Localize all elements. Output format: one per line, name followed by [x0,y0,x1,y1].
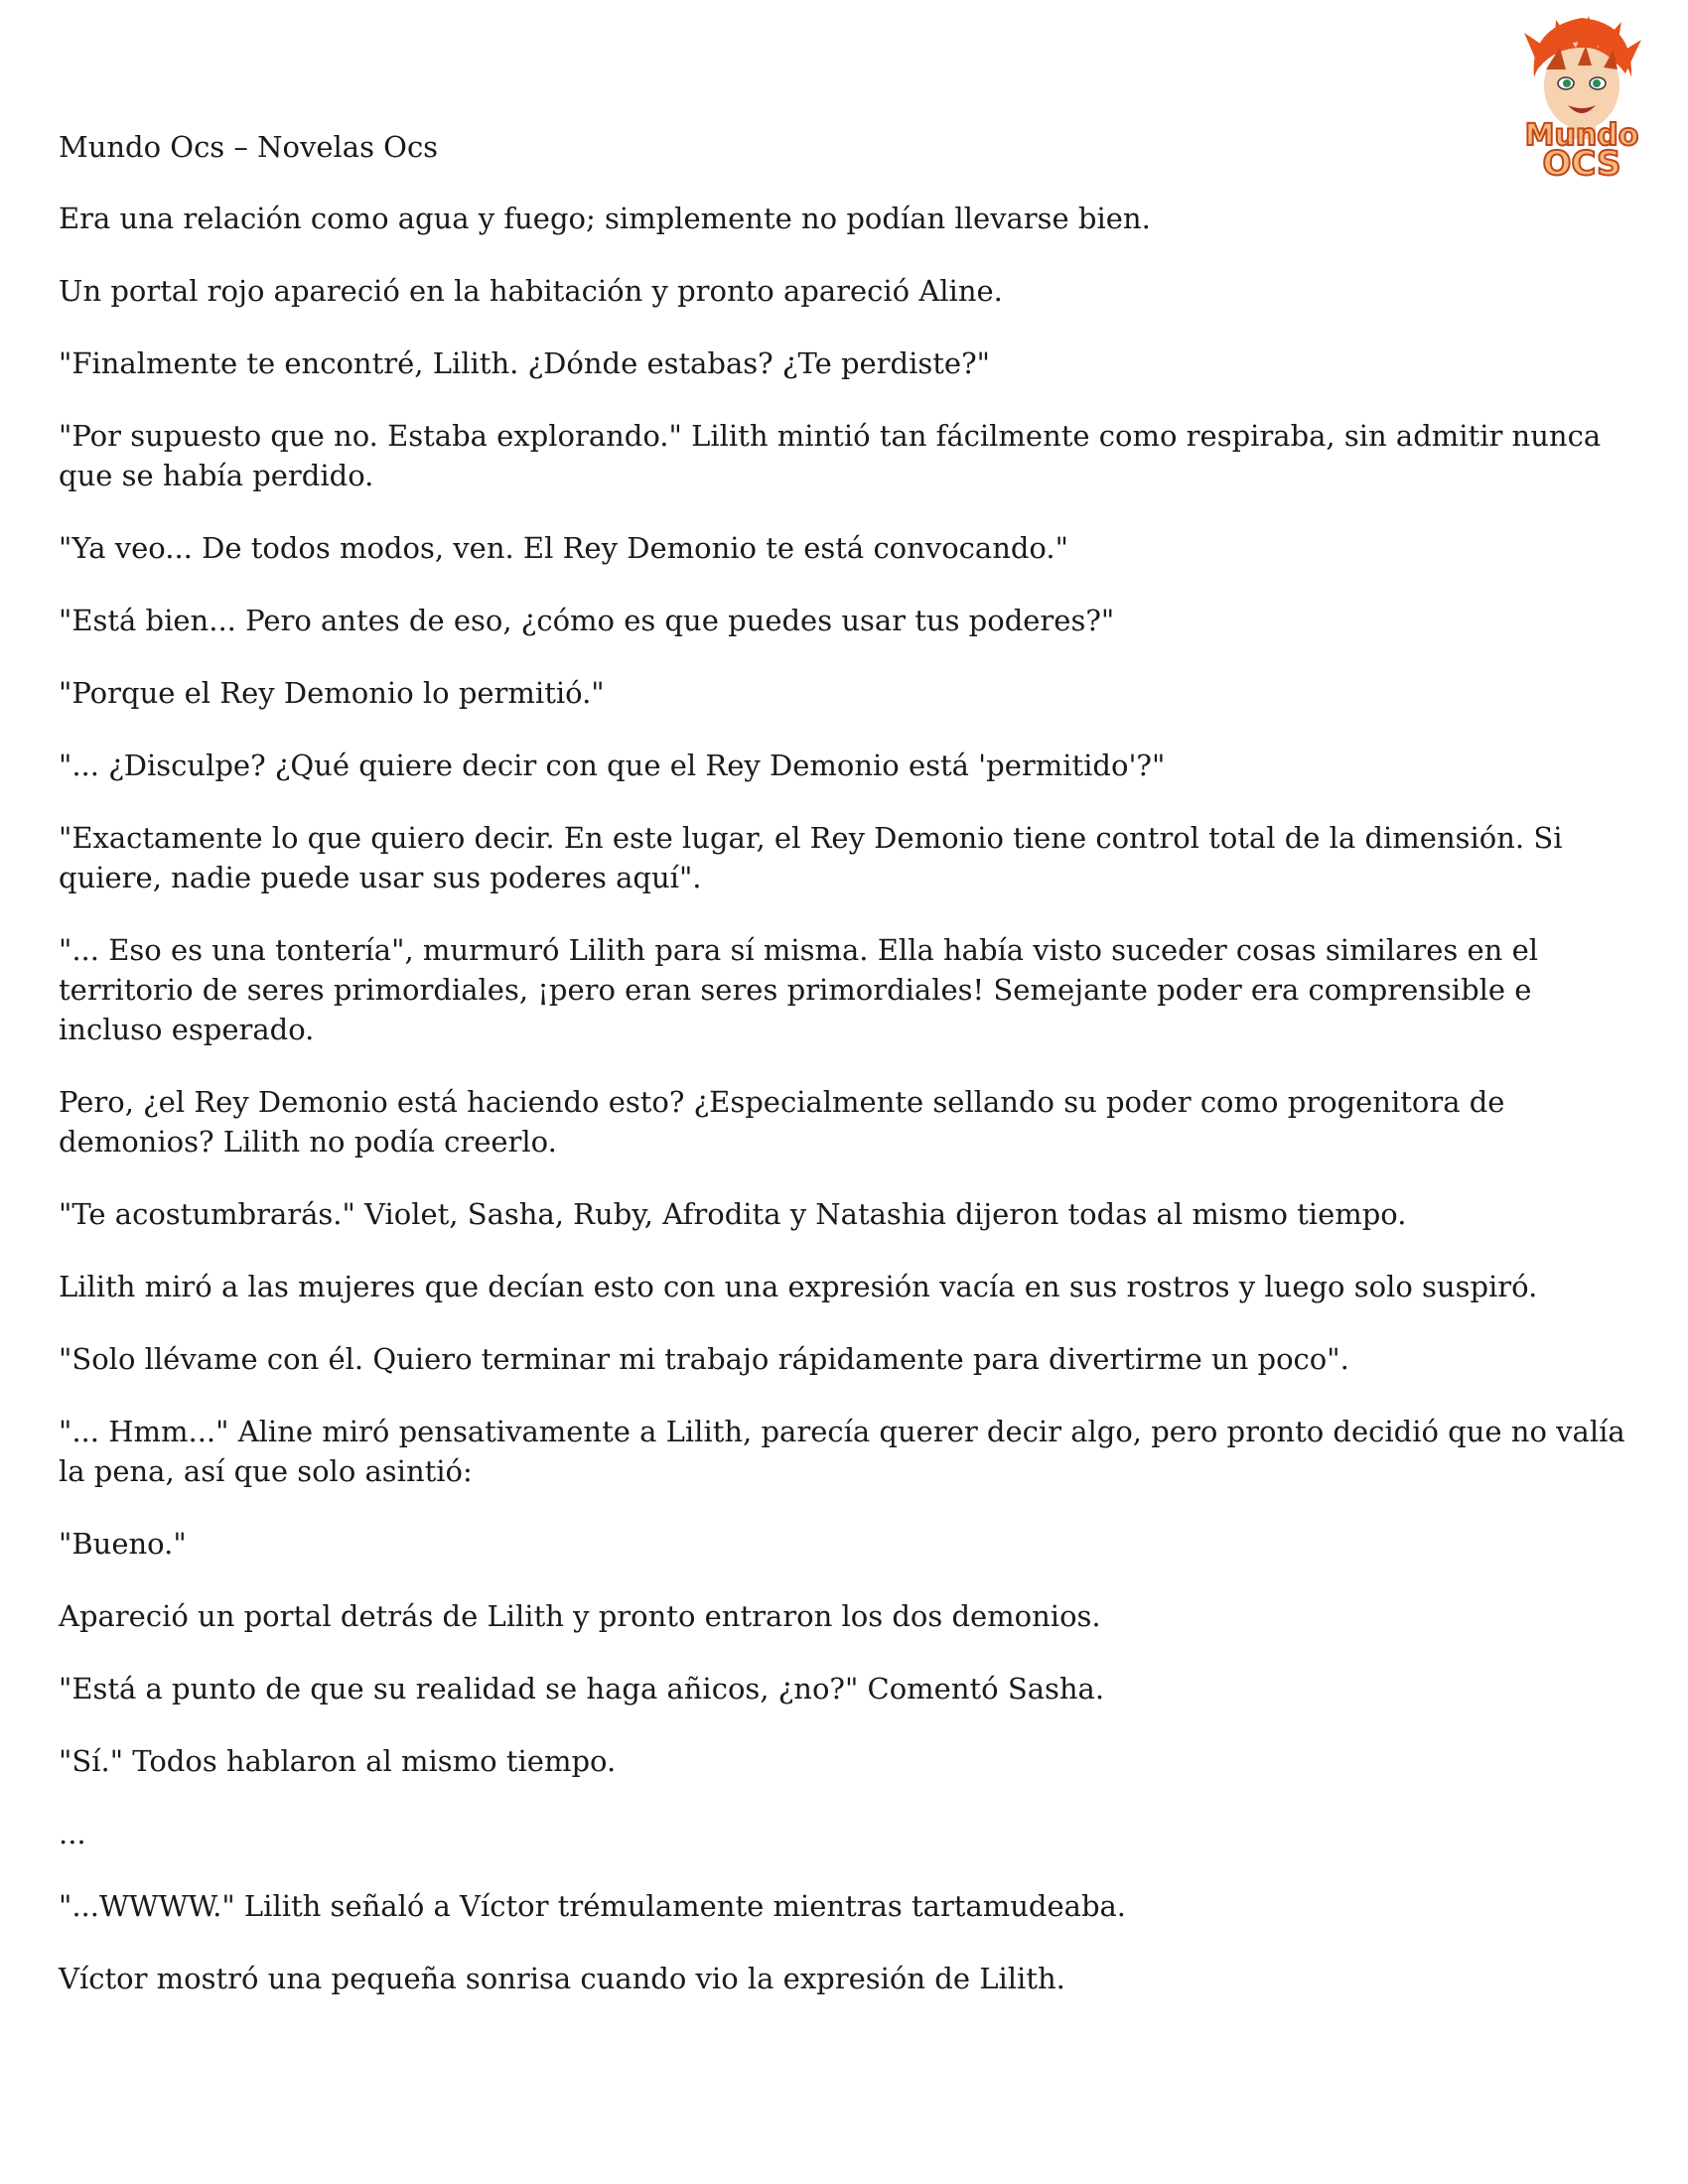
paragraph-4: "Por supuesto que no. Estaba explorando." Lilith mintió tan fácilmente como respiraba, sin admitir nunca que se había perdido. [59,419,1602,492]
paragraph-20: ... [59,1817,86,1850]
paragraph-1: Era una relación como agua y fuego; simplemente no podían llevarse bien. [59,202,1151,235]
paragraph-15: "... Hmm..." Aline miró pensativamente a Lilith, parecía querer decir algo, pero pronto decidió que no valía la pena, así que solo asintió: [59,1415,1625,1488]
paragraph-19: "Sí." Todos hablaron al mismo tiempo. [59,1744,617,1778]
paragraph-5: "Ya veo... De todos modos, ven. El Rey Demonio te está convocando." [59,531,1068,565]
document-body [59,127,1637,2031]
document-header: Mundo Ocs – Novelas Ocs [59,130,439,164]
paragraph-12: "Te acostumbrarás." Violet, Sasha, Ruby, Afrodita y Natashia dijeron todas al mismo tiempo. [59,1197,1407,1231]
paragraph-22: Víctor mostró una pequeña sonrisa cuando vio la expresión de Lilith. [59,1962,1065,1995]
paragraph-21: "...WWWW." Lilith señaló a Víctor trémulamente mientras tartamudeaba. [59,1889,1127,1923]
paragraph-17: Apareció un portal detrás de Lilith y pronto entraron los dos demonios. [59,1599,1101,1633]
paragraph-7: "Porque el Rey Demonio lo permitió." [59,676,605,710]
paragraph-11: Pero, ¿el Rey Demonio está haciendo esto? ¿Especialmente sellando su poder como progenitora de demonios? Lilith no podía creerlo. [59,1085,1505,1159]
paragraph-16: "Bueno." [59,1527,187,1561]
logo-text-line2: OCS [1542,144,1621,182]
paragraph-9: "Exactamente lo que quiero decir. En este lugar, el Rey Demonio tiene control total de la dimensión. Si quiere, nadie puede usar sus poderes aquí". [59,821,1563,894]
paragraph-6: "Está bien... Pero antes de eso, ¿cómo es que puedes usar tus poderes?" [59,604,1115,637]
paragraph-13: Lilith miró a las mujeres que decían esto con una expresión vacía en sus rostros y luego solo suspiró. [59,1270,1538,1303]
paragraph-14: "Solo llévame con él. Quiero terminar mi trabajo rápidamente para divertirme un poco". [59,1342,1349,1376]
paragraph-10: "... Eso es una tontería", murmuró Lilith para sí misma. Ella había visto suceder cosas similares en el territorio de seres primordiales, ¡pero eran seres primordiales! Semejante poder era comprensible e incluso esperado. [59,933,1539,1046]
paragraph-8: "... ¿Disculpe? ¿Qué quiere decir con que el Rey Demonio está 'permitido'?" [59,749,1166,782]
logo-text-line1: Mundo [1524,118,1639,153]
paragraph-2: Un portal rojo apareció en la habitación y pronto apareció Aline. [59,274,1003,308]
paragraph-18: "Está a punto de que su realidad se haga añicos, ¿no?" Comentó Sasha. [59,1672,1105,1706]
paragraph-3: "Finalmente te encontré, Lilith. ¿Dónde estabas? ¿Te perdiste?" [59,346,990,380]
